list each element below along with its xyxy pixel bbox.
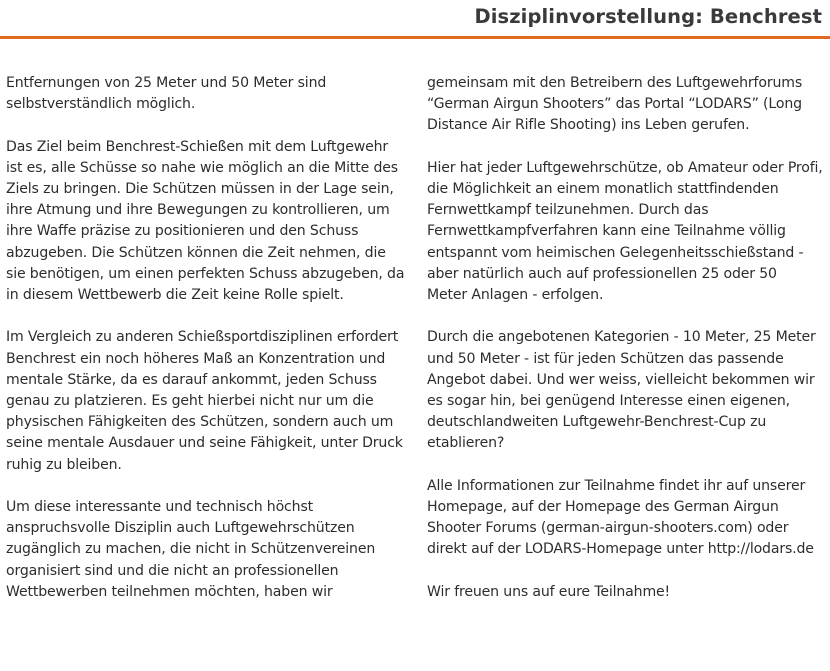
left-text-column — [6, 73, 414, 624]
page-title: Disziplinvorstellung: Benchrest — [474, 5, 822, 28]
header-divider — [0, 36, 830, 39]
paragraph: Entfernungen von 25 Meter und 50 Meter sind selbstverständlich möglich. — [6, 75, 327, 113]
paragraph: Das Ziel beim Benchrest-Schießen mit dem Luftgewehr ist es, alle Schüsse so nahe wie möglich an die Mitte des Ziels zu bringen. Die Schützen müssen in der Lage sein, ihre Atmung und ihre Bewegungen zu kontrollieren, um ihre Waffe präzise zu positionieren und den Schuss abzugeben. Die Schützen können die Zeit nehmen, die sie benötigen, um einen perfekten Schuss abzugeben, da in diesem Wettbewerb die Zeit keine Rolle spielt. — [6, 138, 405, 304]
paragraph: Im Vergleich zu anderen Schießsportdisziplinen erfordert Benchrest ein noch höheres Maß an Konzentration und mentale Stärke, da es darauf ankommt, jeden Schuss genau zu platzieren. Es geht hierbei nicht nur um die physischen Fähigkeiten des Schützen, sondern auch um seine mentale Ausdauer und seine Fähigkeit, unter Druck ruhig zu bleiben. — [6, 329, 403, 473]
paragraph: Durch die angebotenen Kategorien - 10 Meter, 25 Meter und 50 Meter - ist für jeden Schützen das passende Angebot dabei. Und wer weiss, vielleicht bekommen wir es sogar hin, bei genügend Interesse einen eigenen, deutschlandweiten Luftgewehr-Benchrest-Cup zu etablieren? — [427, 329, 816, 452]
page-header — [0, 0, 830, 40]
paragraph: Um diese interessante und technisch höchst anspruchsvolle Disziplin auch Luftgewehrschützen zugänglich zu machen, die nicht in Schützenvereinen organisiert sind und die nicht an professionellen Wettbewerben teilnehmen möchten, haben wir — [6, 499, 376, 600]
paragraph: Hier hat jeder Luftgewehrschütze, ob Amateur oder Profi, die Möglichkeit an einem monatlich stattfindenden Fernwettkampf teilzunehmen. Durch das Fernwettkampfverfahren kann eine Teilnahme völlig entspannt vom heimischen Gelegenheitsschießstand - aber natürlich auch auf professionellen 25 oder 50 Meter Anlagen - erfolgen. — [427, 159, 823, 304]
paragraph: Alle Informationen zur Teilnahme findet ihr auf unserer Homepage, auf der Homepage des German Airgun Shooter Forums (german-airgun-shooters.com) oder direkt auf der LODARS-Homepage unter http://lodars.de — [427, 477, 814, 558]
paragraph: Wir freuen uns auf eure Teilnahme! — [427, 583, 671, 600]
right-text-column — [427, 73, 830, 624]
paragraph: gemeinsam mit den Betreibern des Luftgewehrforums “German Airgun Shooters” das Portal “LODARS” (Long Distance Air Rifle Shooting) ins Leben gerufen. — [427, 75, 803, 134]
